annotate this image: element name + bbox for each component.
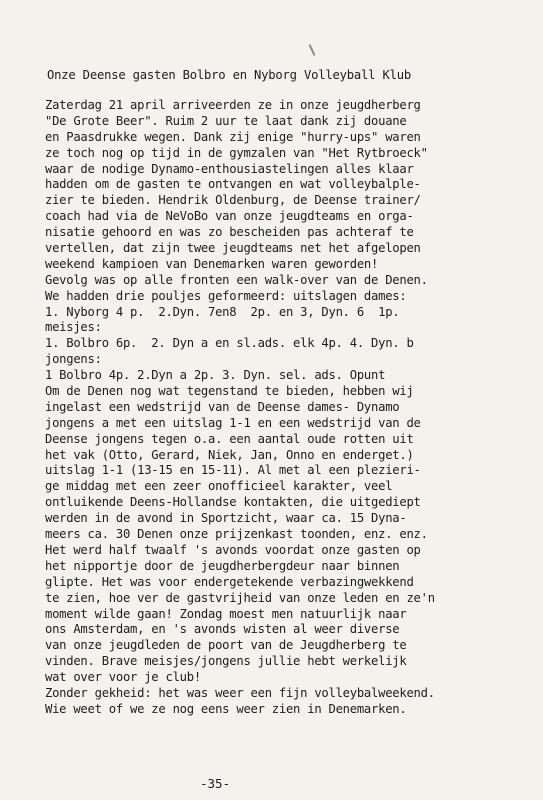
text-line: het vak (Otto, Gerard, Niek, Jan, Onno en enderget.)	[45, 447, 414, 462]
page-number: -35-	[200, 776, 231, 791]
text-line: moment wilde gaan! Zondag moest men natuurlijk naar	[45, 606, 407, 621]
text-line: meisjes:	[45, 320, 102, 335]
text-line: Het werd half twaalf 's avonds voordat onze gasten op	[45, 542, 421, 557]
text-line: vinden. Brave meisjes/jongens jullie hebt werkelijk	[45, 654, 407, 669]
text-line: ze toch nog op tijd in de gymzalen van "Het Rytbroeck"	[45, 145, 428, 160]
text-line: jongens a met een uitslag 1-1 en een wedstrijd van de	[45, 415, 421, 430]
text-line: jongens:	[45, 352, 102, 367]
text-line: van onze jeugdleden de poort van de Jeugdherberg te	[45, 638, 407, 653]
text-line: zier te bieden. Hendrik Oldenburg, de Deense trainer/	[45, 193, 421, 208]
pen-mark	[309, 44, 316, 56]
text-line: ge middag met een zeer onofficieel karakter, veel	[45, 479, 393, 494]
text-line: en Paasdrukke wegen. Dank zij enige "hurry-ups" waren	[45, 129, 421, 144]
text-line: Zaterdag 21 april arriveerden ze in onze jeugdherberg	[45, 98, 421, 112]
text-line: Zonder gekheid: het was weer een fijn volleybalweekend.	[45, 685, 435, 700]
text-line: 1. Nyborg 4 p. 2.Dyn. 7en8 2p. en 3, Dyn. 6 1p.	[45, 304, 400, 319]
text-line: ons Amsterdam, en 's avonds wisten al weer diverse	[45, 622, 400, 637]
article-body	[45, 98, 535, 718]
article-title: Onze Deense gasten Bolbro en Nyborg Volleyball Klub	[47, 68, 412, 82]
text-line: het nipportje door de jeugdherbergdeur naar binnen	[45, 558, 400, 573]
text-line: ingelast een wedstrijd van de Deense dames- Dynamo	[45, 399, 400, 414]
text-line: glipte. Het was voor endergetekende verbazingwekkend	[45, 574, 414, 589]
text-line: Gevolg was op alle fronten een walk-over van de Denen.	[45, 272, 428, 287]
text-line: uitslag 1-1 (13-15 en 15-11). Al met al een plezieri-	[45, 463, 421, 478]
text-line: Om de Denen nog wat tegenstand te bieden, hebben wij	[45, 384, 414, 399]
text-line: meers ca. 30 Denen onze prijzenkast toonden, enz. enz.	[45, 527, 428, 542]
text-line: ontluikende Deens-Hollandse kontakten, die uitgediept	[45, 495, 421, 510]
text-line: wat over voor je club!	[45, 670, 201, 685]
text-line: We hadden drie pouljes geformeerd: uitslagen dames:	[45, 288, 407, 303]
text-line: 1 Bolbro 4p. 2.Dyn a 2p. 3. Dyn. sel. ads. Opunt	[45, 368, 386, 383]
text-line: nisatie gehoord en was zo bescheiden pas achteraf te	[45, 225, 414, 240]
text-line: Wie weet of we ze nog eens weer zien in Denemarken.	[45, 701, 407, 716]
text-line: te zien, hoe ver de gastvrijheid van onze leden en ze'n	[45, 590, 435, 605]
text-line: "De Grote Beer". Ruim 2 uur te laat dank zij douane	[45, 113, 407, 128]
text-line: waar de nodige Dynamo-enthousiastelingen alles klaar	[45, 161, 414, 176]
text-line: Deense jongens tegen o.a. een aantal oude rotten uit	[45, 431, 414, 446]
text-line: vertellen, dat zijn twee jeugdteams net het afgelopen	[45, 241, 421, 256]
text-line: weekend kampioen van Denemarken waren geworden!	[45, 256, 379, 271]
text-line: coach had via de NeVoBo van onze jeugdteams en orga-	[45, 209, 414, 224]
text-line: hadden om de gasten te ontvangen en wat volleybalple-	[45, 177, 421, 192]
text-line: werden in de avond in Sportzicht, waar ca. 15 Dyna-	[45, 511, 407, 526]
text-line: 1. Bolbro 6p. 2. Dyn a en sl.ads. elk 4p. 4. Dyn. b	[45, 336, 414, 351]
